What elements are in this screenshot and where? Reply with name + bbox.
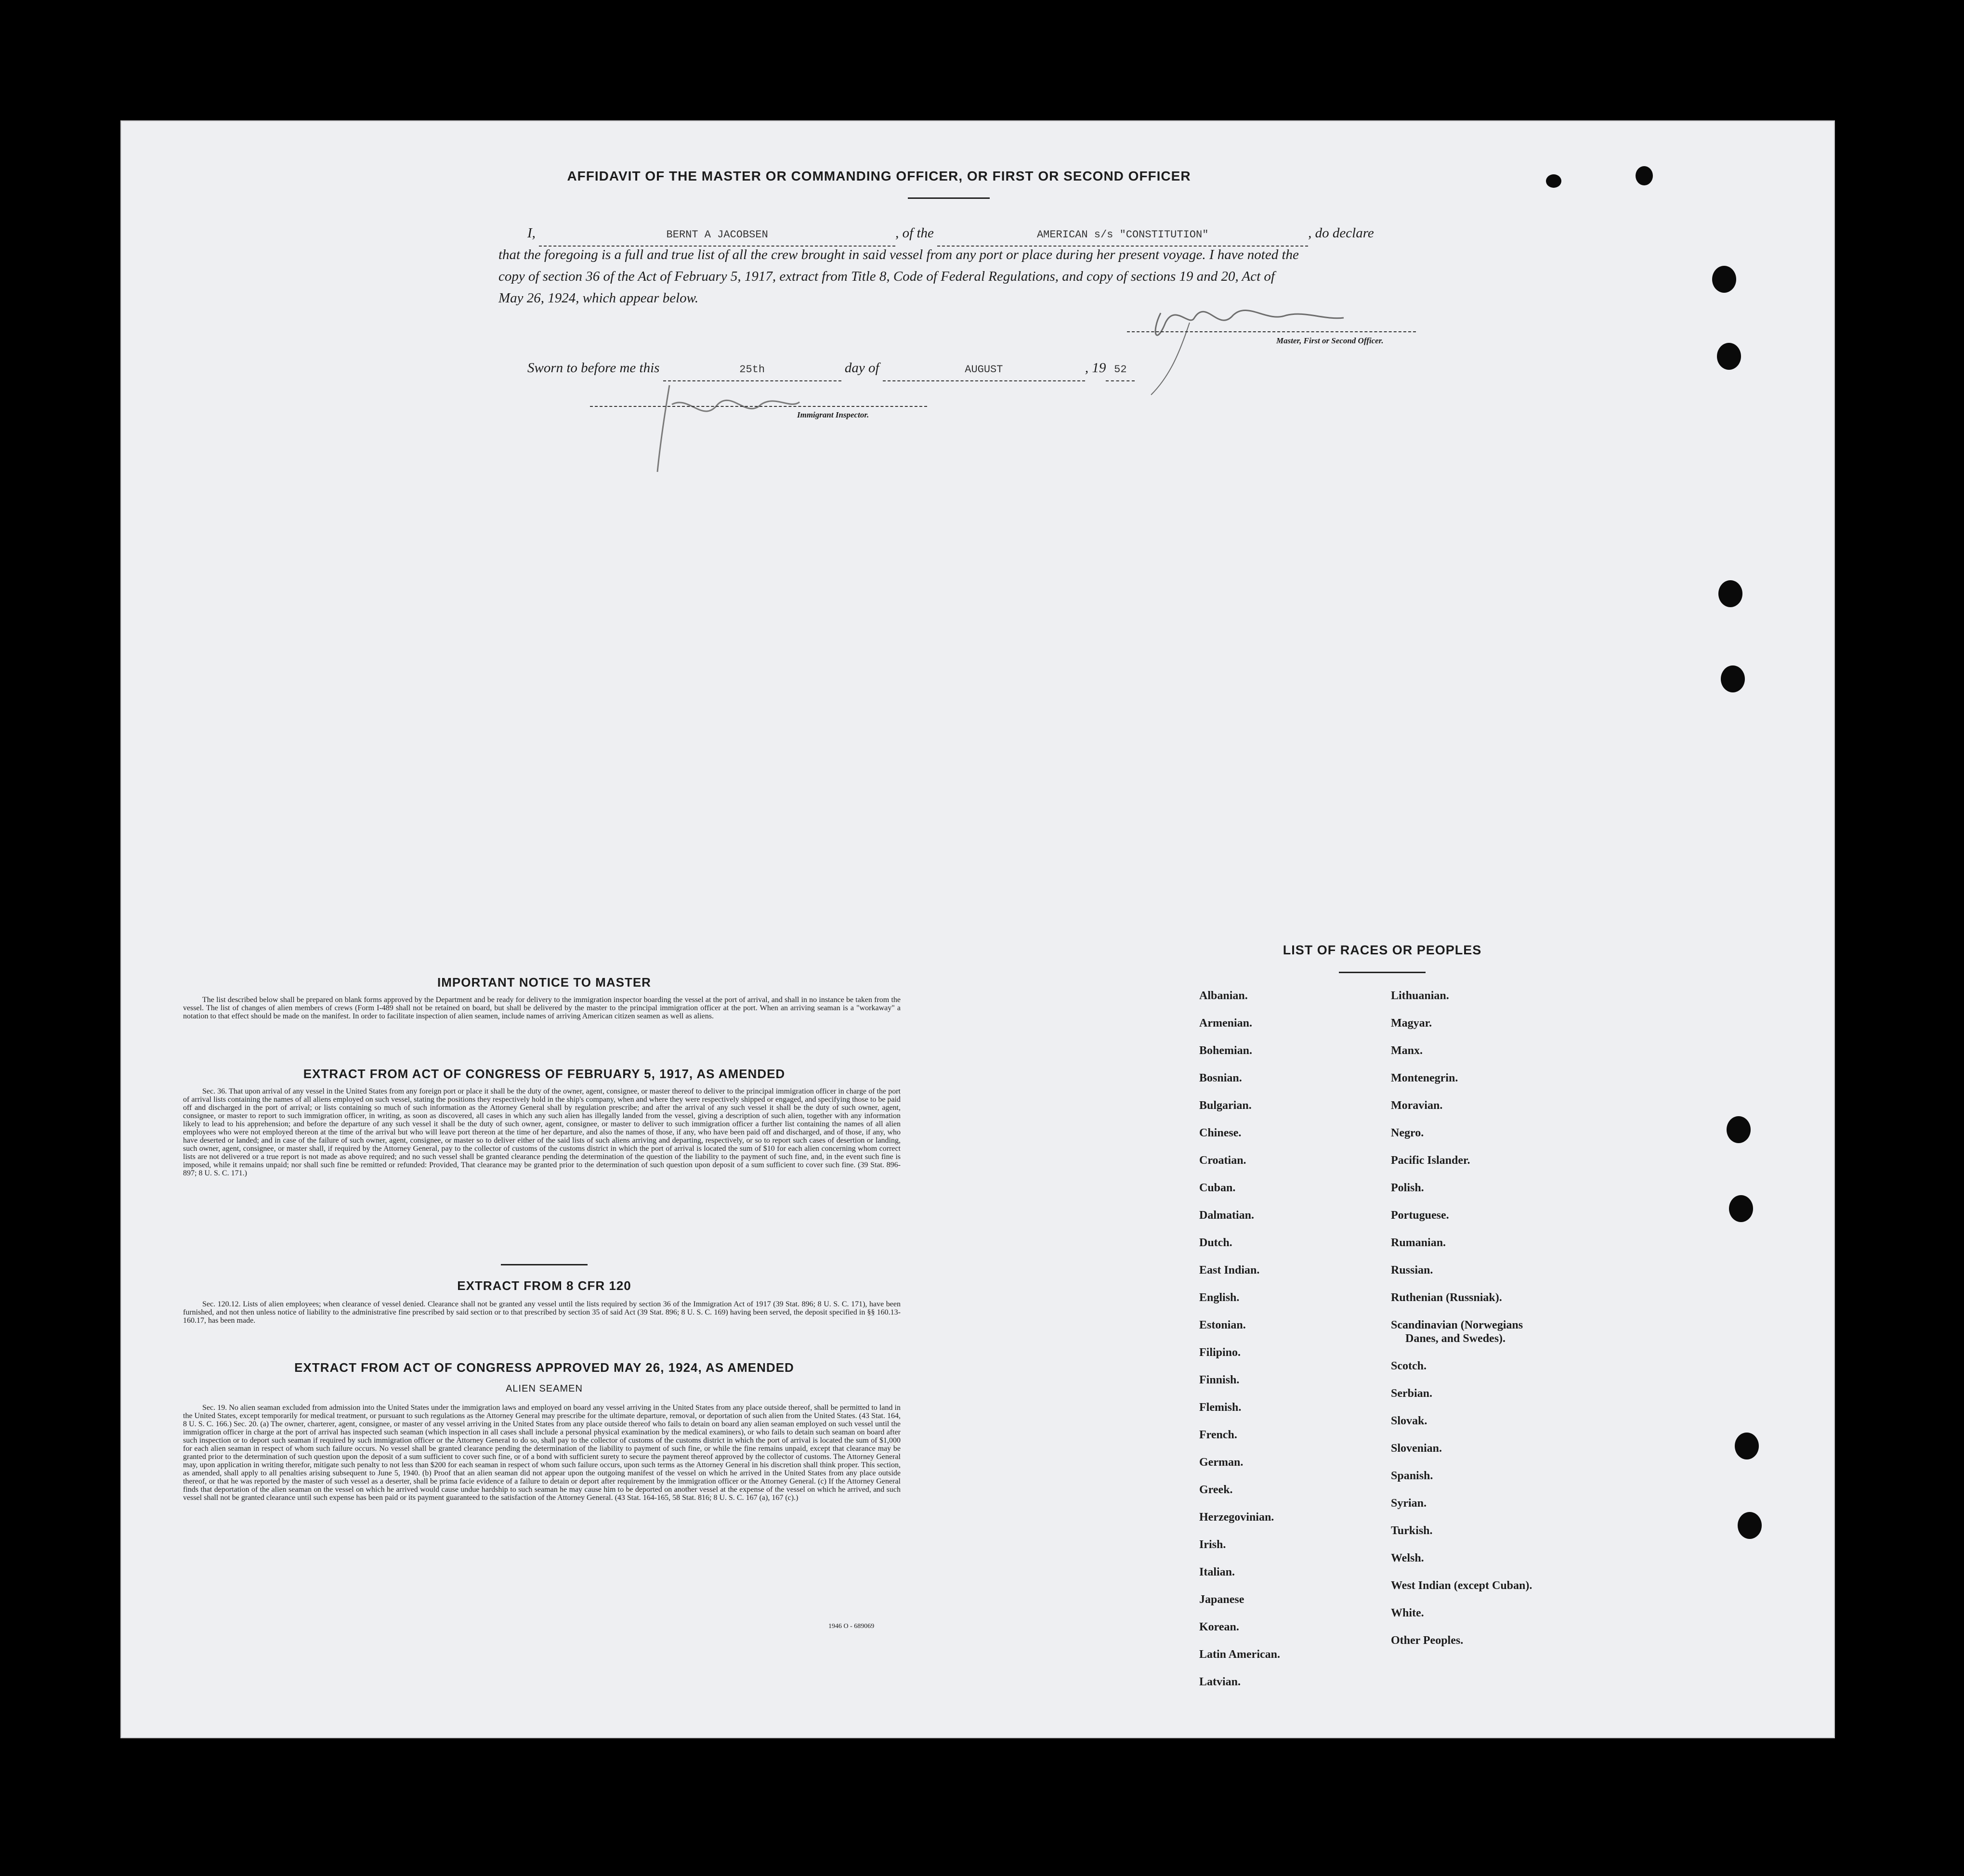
punch-hole [1721,665,1745,692]
race-item: Greek. [1199,1484,1233,1496]
race-item: Cuban. [1199,1182,1236,1194]
race-item: Negro. [1391,1127,1424,1139]
race-item: Flemish. [1199,1401,1242,1414]
inspector-signature [636,376,838,482]
declaration-line-4: May 26, 1924, which appear below. [498,290,699,306]
race-item: Portuguese. [1391,1209,1449,1222]
affidavit-title: AFFIDAVIT OF THE MASTER OR COMMANDING OFFICER, OR FIRST OR SECOND OFFICER [567,169,1191,183]
corner-mark [1636,166,1653,185]
race-item: Scotch. [1391,1360,1427,1372]
sworn-day-field: 25th [663,359,841,381]
punch-hole [1738,1512,1762,1539]
title-divider [908,197,990,199]
race-item: Dutch. [1199,1237,1232,1249]
race-item: Filipino. [1199,1346,1241,1359]
race-item: French. [1199,1429,1237,1441]
race-item: White. [1391,1607,1424,1619]
race-item: Magyar. [1391,1017,1432,1029]
race-item: Slovenian. [1391,1442,1442,1455]
race-item: Japanese [1199,1593,1244,1606]
sworn-month-field: AUGUST [883,359,1085,381]
officer-name-field: BERNT A JACOBSEN [539,224,895,247]
race-item: Latvian. [1199,1676,1241,1688]
of-the-label: , of the [895,225,934,241]
sworn-line [527,357,1202,381]
race-item: East Indian. [1199,1264,1260,1277]
punch-hole [1712,266,1736,293]
master-caption: Master, First or Second Officer. [1276,336,1384,345]
race-item: Italian. [1199,1566,1235,1578]
race-item: Spanish. [1391,1470,1433,1482]
race-item: Bosnian. [1199,1072,1242,1084]
race-item: Ruthenian (Russniak). [1391,1291,1502,1304]
inspector-caption: Immigrant Inspector. [797,410,869,419]
race-item: Polish. [1391,1182,1424,1194]
punch-hole [1727,1116,1751,1143]
declaration-line-2: that the foregoing is a full and true list of all the crew brought in said vessel from any port or place during her present voyage. I have noted the [498,247,1299,262]
i-label: I, [527,225,536,241]
do-declare-label: , do declare [1308,225,1374,241]
race-item: Danes, and Swedes). [1405,1332,1506,1345]
race-item: Bohemian. [1199,1044,1253,1057]
race-item: Moravian. [1391,1099,1443,1112]
notice-body: The list described below shall be prepared on blank forms approved by the Department and be ready for delivery to the immigration inspector boarding the vessel at the port of arrival, and shall in no instance be taken from the vessel. The list of changes of alien members of crews (Form I-489 shall not be retained on board, but shall be delivered by the master to the principal immigration officer at the port. When an arriving seaman is a "workaway" a notation to that effect should be made on the manifest. In order to facilitate inspection of alien seamen, include names of arriving American citizen seamen as well as aliens. [183,996,901,1020]
race-item: West Indian (except Cuban). [1391,1579,1532,1592]
punch-hole [1735,1433,1759,1459]
year-field: 52 [1106,359,1135,381]
divider-1 [501,1264,588,1265]
extract-1917-heading: EXTRACT FROM ACT OF CONGRESS OF FEBRUARY 5, 1917, AS AMENDED [303,1067,786,1081]
race-item: Rumanian. [1391,1237,1446,1249]
race-item: Slovak. [1391,1415,1427,1427]
race-item: Scandinavian (Norwegians [1391,1319,1523,1331]
extract-1924-subheading: ALIEN SEAMEN [506,1383,583,1394]
master-signature [1122,294,1440,404]
race-item: Chinese. [1199,1127,1242,1139]
race-item: Pacific Islander. [1391,1154,1470,1167]
race-item: Albanian. [1199,990,1248,1002]
race-item: Welsh. [1391,1552,1424,1564]
race-item: Croatian. [1199,1154,1246,1167]
race-item: Finnish. [1199,1374,1240,1386]
race-item: Serbian. [1391,1387,1433,1400]
sworn-label: Sworn to before me this [527,360,660,376]
race-item: Armenian. [1199,1017,1252,1029]
race-item: Lithuanian. [1391,990,1449,1002]
race-item: Dalmatian. [1199,1209,1254,1222]
race-item: Korean. [1199,1621,1239,1633]
corner-mark [1546,174,1561,188]
race-item: Herzegovinian. [1199,1511,1274,1524]
punch-hole [1717,343,1741,370]
extract-1924-body: Sec. 19. No alien seaman excluded from admission into the United States under the immigration laws and employed on board any vessel arriving in the United States from any place outside thereof, shall be permitted to land in the United States, except temporarily for medical treatment, or pursuant to such regulations as the Attorney General may prescribe for the ultimate departure, removal, or deportation of such alien from the United States. (43 Stat. 164, 8 U. S. C. 166.) Sec. 20. (a) The owner, charterer, agent, consignee, or master of any vessel arriving in the United States from any place outside thereof who fails to detain on board any alien seaman employed on such vessel until the immigration officer in charge at the port of arrival has inspected such seaman (which inspection in all cases shall include a personal physical examination by the medical examiners), or who fails to detain such seaman on board after such inspection or to deport such seaman if required by such immigration officer or the Attorney General to do so, shall pay to the collector of customs of the customs district in which the port of arrival is located the sum of $1,000 for each alien seaman in respect of whom such failure occurs. No vessel shall be granted clearance pending the determination of the liability to payment of such fine, or while the fine remains unpaid, except that clearance may be granted prior to the determination of such question upon the deposit of a sum sufficient to cover such fine, or of a bond with sufficient surety to secure the payment thereof approved by the collector of customs. The Attorney General may, upon application in writing therefor, mitigate such penalty to not less than $200 for each seaman in respect of whom such failure occurs, upon such terms as the Attorney General in his discretion shall think proper. This section, as amended, shall apply to all penalties arising subsequent to June 5, 1940. (b) Proof that an alien seaman did not appear upon the outgoing manifest of the vessel on which he arrived in the United States from any place outside thereof, or that he was reported by the master of such vessel as a deserter, shall be prima facie evidence of a failure to detain or deport after requirement by the immigration officer or the Attorney General. (c) If the Attorney General finds that deportation of the alien seaman on the vessel on which he arrived would cause undue hardship to such seaman he may cause him to be deported on another vessel at the expense of the vessel on which he arrived, and such vessel shall not be granted clearance until such expense has been paid or its payment guaranteed to the satisfaction of the Attorney General. (43 Stat. 164-165, 58 Stat. 816; 8 U. S. C. 167 (a), 167 (c).) [183,1404,901,1502]
extract-8cfr-heading: EXTRACT FROM 8 CFR 120 [457,1278,631,1293]
race-item: German. [1199,1456,1244,1469]
inspector-signature-line [590,406,927,407]
race-item: Montenegrin. [1391,1072,1458,1084]
punch-hole [1729,1195,1753,1222]
extract-1917-body: Sec. 36. That upon arrival of any vessel in the United States from any foreign port or place it shall be the duty of the owner, agent, consignee, or master thereof to deliver to the principal immigration officer in charge of the port of arrival lists containing the names of all aliens employed on such vessel, stating the positions they respectively hold in the ship's company, when and where they were respectively shipped or engaged, and specifying those to be paid off and discharged in the port of arrival; or lists containing so much of such information as the Attorney General shall by regulation prescribe; and after the arrival of any such vessel it shall be the duty of such owner, agent, consignee, or master to report to such immigration officer, in writing, as soon as discovered, all cases in which any such alien has illegally landed from the vessel, giving a description of such alien, together with any information likely to lead to his apprehension; and before the departure of any such vessel it shall be the duty of such owner, agent, consignee, or master to deliver to such immigration officer a further list containing the names of all alien employees who were not employed thereon at the time of the arrival but who will leave port thereon at the time of her departure, and also the names of those, if any, who have been paid off and discharged, and of those, if any, who have deserted or landed; and in case of the failure of such owner, agent, consignee, or master so to deliver either of the said lists of such aliens arriving and departing, respectively, or so to report such cases of desertion or landing, such owner, agent, consignee, or master shall, if required by the Attorney General, pay to the collector of customs of the customs district in which the port of arrival is located the sum of $10 for each alien concerning whom correct lists are not delivered or a true report is not made as above required; and no such vessel shall be granted clearance pending the determination of the question of the liability to the payment of such fine, and, in the event such fine is imposed, while it remains unpaid; nor shall such fine be remitted or refunded: Provided, That clearance may be granted prior to the determination of such question upon deposit of a sum sufficient to cover such fine. (39 Stat. 896-897; 8 U. S. C. 171.) [183,1087,901,1177]
vessel-field: AMERICAN s/s "CONSTITUTION" [937,224,1308,247]
races-divider [1339,972,1426,973]
master-signature-line [1127,331,1416,332]
notice-heading: IMPORTANT NOTICE TO MASTER [437,975,651,990]
race-item: Bulgarian. [1199,1099,1252,1112]
print-code: 1946 O - 689069 [828,1623,875,1630]
race-item: Irish. [1199,1538,1226,1551]
extract-1924-heading: EXTRACT FROM ACT OF CONGRESS APPROVED MAY 26, 1924, AS AMENDED [294,1360,794,1375]
punch-hole [1718,580,1742,607]
race-item: Other Peoples. [1391,1634,1464,1647]
race-item: Turkish. [1391,1524,1433,1537]
day-of-label: day of [844,360,879,376]
race-item: Syrian. [1391,1497,1427,1510]
year-prefix: , 19 [1085,360,1106,376]
extract-8cfr-body: Sec. 120.12. Lists of alien employees; when clearance of vessel denied. Clearance shall not be granted any vessel until the lists required by section 36 of the Immigration Act of 1917 (39 Stat. 896; 8 U. S. C. 171), have been furnished, and not then unless notice of liability to the administrative fine prescribed by said section or to that prescribed by section 35 of said Act (39 Stat. 896; 8 U. S. C. 169) having been served, the deposit specified in §§ 160.13-160.17, has been made. [183,1300,901,1325]
race-item: Russian. [1391,1264,1433,1277]
declaration-line-1 [527,222,1418,247]
declaration-line-3: copy of section 36 of the Act of February 5, 1917, extract from Title 8, Code of Federal Regulations, and copy of sections 19 and 20, Act of [498,269,1275,284]
races-heading: LIST OF RACES OR PEOPLES [1283,943,1482,957]
race-item: Estonian. [1199,1319,1246,1331]
race-item: English. [1199,1291,1240,1304]
race-item: Manx. [1391,1044,1423,1057]
race-item: Latin American. [1199,1648,1280,1661]
